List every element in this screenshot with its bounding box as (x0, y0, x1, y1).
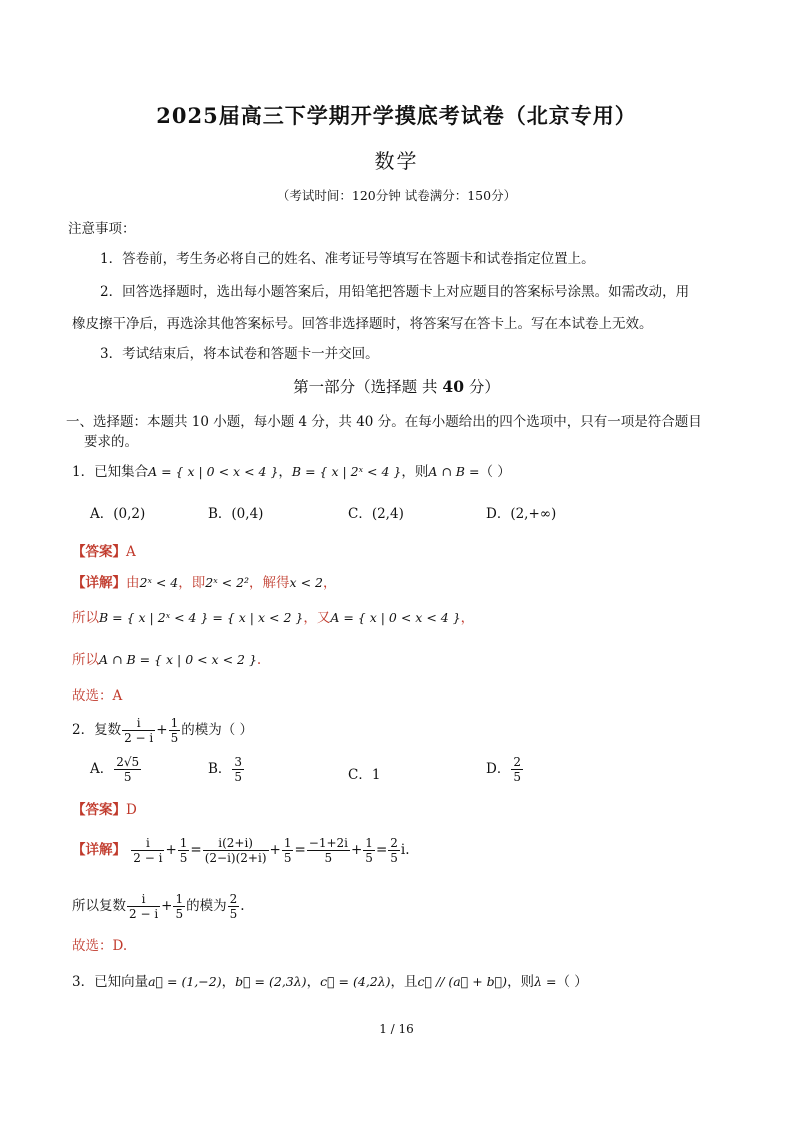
q1-choose: 故选：A (72, 688, 123, 704)
note-item-3: 3．考试结束后，将本试卷和答题卡一并交回。 (100, 346, 379, 362)
q1-option-c: C．(2,4) (348, 506, 404, 522)
q2-frac-1: $\frac{i}{2 - i}$ (124, 716, 154, 745)
subject-heading: 数学 (374, 149, 419, 173)
q2-detail: 【详解】 $\frac{i}{2 - i}$ + $\frac{1}{5}$ = $\frac{i(2+i)}{(2-i)(2+i)}$ + $\frac{1}{5}$ = $\frac{-1+2i}{5}$ + $\frac{1}{5}$ = $\frac{2}{5}$ i. (72, 836, 410, 865)
q1-option-a: A．(0,2) (90, 506, 146, 522)
part1-title: 第一部分（选择题 共 40 分） (293, 377, 500, 396)
q1-stem: 1．已知集合A = { x | 0 < x < 4 }，B = { x | 2ˣ < 4 }，则A ∩ B =（ ） (72, 464, 511, 480)
q2-final: 所以复数 $\frac{i}{2 - i}$ + $\frac{1}{5}$ 的模为 $\frac{2}{5}$ . (72, 892, 245, 921)
q2-frac-2: $\frac{1}{5}$ (170, 716, 179, 745)
q2-stem: 2．复数 $\frac{i}{2 - i}$ + $\frac{1}{5}$ 的模为（ ） (72, 716, 253, 745)
note-item-2-cont: 橡皮擦干净后，再选涂其他答案标号。回答非选择题时，将答案写在答卡上。写在本试卷上无效。 (72, 316, 653, 332)
part1-intro-cont: 要求的。 (84, 434, 138, 450)
time-info: （考试时间：120分钟 试卷满分：150分） (276, 188, 517, 203)
q2-option-a: A． $\frac{2√5}{5}$ (90, 755, 140, 784)
part1-intro: 一、选择题：本题共 10 小题，每小题 4 分，共 40 分。在每小题给出的四个选项中，只有一项是符合题目 (66, 414, 702, 430)
note-item-2: 2．回答选择题时，选出每小题答案后，用铅笔把答题卡上对应题目的答案标号涂黑。如需改动，用 (100, 284, 690, 300)
q2-option-c: C．1 (348, 767, 381, 783)
q2-option-b: B． $\frac{3}{5}$ (208, 755, 243, 784)
q2-answer: 【答案】D (72, 802, 137, 818)
exam-title: 2025届高三下学期开学摸底考试卷（北京专用） (156, 103, 637, 128)
q1-option-b: B．(0,4) (208, 506, 264, 522)
q2-choose: 故选：D. (72, 938, 128, 954)
note-item-1: 1．答卷前，考生务必将自己的姓名、准考证号等填写在答题卡和试卷指定位置上。 (100, 251, 595, 267)
page-number: 1 / 16 (379, 1022, 414, 1036)
q3-stem: 3．已知向量a⃗ = (1,−2)，b⃗ = (2,3λ)，c⃗ = (4,2λ)，且c⃗ // (a⃗ + b⃗)，则λ =（ ） (72, 974, 588, 990)
notes-heading: 注意事项： (68, 221, 136, 237)
q1-detail-line3: 所以A ∩ B = { x | 0 < x < 2 }. (72, 652, 262, 668)
q1-detail-line1: 【详解】由2ˣ < 4，即2ˣ < 2²，解得x < 2， (72, 575, 337, 591)
q2-option-d: D． $\frac{2}{5}$ (486, 755, 521, 784)
q1-answer: 【答案】A (72, 544, 136, 560)
q1-option-d: D．(2,+∞) (486, 506, 557, 522)
q1-detail-line2: 所以B = { x | 2ˣ < 4 } = { x | x < 2 }，又A = { x | 0 < x < 4 }， (72, 610, 475, 626)
